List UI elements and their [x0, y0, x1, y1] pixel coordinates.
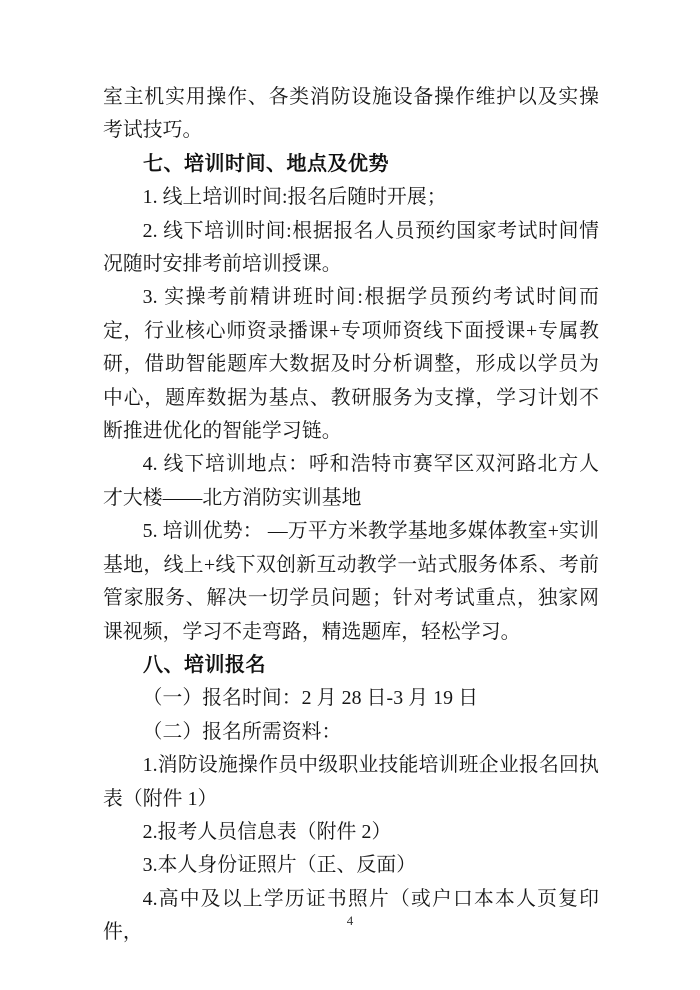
- document-paragraph: 1.消防设施操作员中级职业技能培训班企业报名回执表（附件 1）: [103, 754, 599, 810]
- section-heading-7: 七、培训时间、地点及优势: [143, 152, 389, 175]
- document-paragraph: （一）报名时间：2 月 28 日-3 月 19 日: [142, 687, 479, 710]
- document-paragraph: 1. 线上培训时间:报名后随时开展；: [142, 186, 447, 209]
- document-paragraph: 3.本人身份证照片（正、反面）: [142, 854, 417, 877]
- document-paragraph: 3. 实操考前精讲班时间:根据学员预约考试时间而定，行业核心师资录播课+专项师资线下面授课+专属教研，借助智能题库大数据及时分析调整，形成以学员为中心，题库数据为基点、教研服务为支撑，学习计划不断推进优化的智能学习链。: [103, 286, 599, 443]
- document-paragraph: 4.高中及以上学历证书照片（或户口本本人页复印件，: [103, 887, 599, 944]
- document-paragraph: 室主机实用操作、各类消防设施设备操作维护以及实操考试技巧。: [103, 86, 599, 142]
- document-paragraph: 4. 线下培训地点：呼和浩特市赛罕区双河路北方人才大楼——北方消防实训基地: [103, 453, 599, 509]
- document-paragraph: 5. 培训优势： —万平方米教学基地多媒体教室+实训基地，线上+线下双创新互动教学一站式服务体系、考前管家服务、解决一切学员问题；针对考试重点，独家网课视频，学习不走弯路，精选题库，轻松学习。: [103, 520, 599, 643]
- document-paragraph: （二）报名所需资料：: [142, 720, 342, 743]
- document-paragraph: 2. 线下培训时间:根据报名人员预约国家考试时间情况随时安排考前培训授课。: [103, 219, 599, 276]
- page-number: 4: [346, 913, 354, 928]
- document-text-block: [103, 81, 599, 950]
- section-heading-8: 八、培训报名: [143, 653, 266, 676]
- document-paragraph: 2.报考人员信息表（附件 2）: [142, 820, 392, 843]
